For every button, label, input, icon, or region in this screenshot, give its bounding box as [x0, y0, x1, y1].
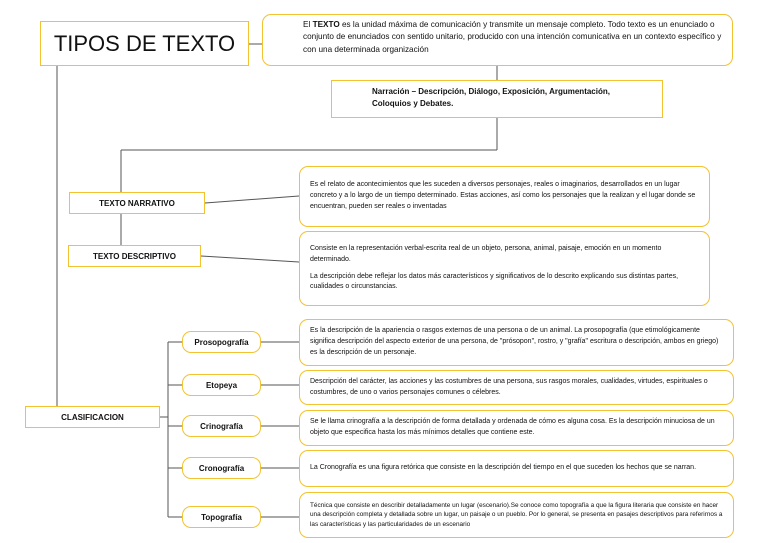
definition-box — [262, 14, 733, 66]
item-topografia-desc-text: Técnica que consiste en describir detalladamente un lugar (escenario).Se conoce como topografía a que la figura literaria que consiste en hacer una descripción completa y detallada sobre un lugar, un paisaje o un pueblo. Por lo general, se presenta en pasajes descriptivos para referirnos a las características y las particularidades de un escenario — [310, 502, 723, 528]
item-etopeya-label: Etopeya — [205, 380, 238, 390]
item-crinografia — [182, 415, 261, 437]
item-prosopografia — [182, 331, 261, 353]
item-topografia — [182, 506, 261, 528]
texto-narrativo-label — [69, 192, 205, 214]
texto-descriptivo-desc2: La descripción debe reflejar los datos más característicos y significativos de lo descrito explicando sus distintas partes, cualidades o circunstancias. — [310, 272, 679, 291]
item-crinografia-desc — [299, 410, 734, 446]
item-etopeya-desc — [299, 370, 734, 405]
item-topografia-label: Topografía — [201, 512, 242, 522]
item-cronografia-label: Cronografía — [198, 463, 245, 473]
item-prosopografia-desc-text: Es la descripción de la apariencia o rasgos externos de una persona o de un animal. La prosopografía (que etimológicamente significa descripción del aspecto exterior de una persona, de "prósopon", rostro, y "grafía" escritura o descripción, ambos en griego) es la descripción de un personaje. — [310, 327, 719, 356]
item-crinografia-label: Crinografía — [200, 421, 243, 431]
main-title — [40, 21, 249, 66]
texto-descriptivo-desc — [299, 231, 710, 306]
item-cronografia — [182, 457, 261, 479]
texto-narrativo-desc-text: Es el relato de acontecimientos que les suceden a diversos personajes, reales o imaginarios, desarrollados en un lugar concreto y a lo largo de un tiempo determinado. Estas acciones, así como los personajes que la realizan y el lugar donde se encuentran, pueden ser reales o inventadas — [310, 181, 696, 210]
texto-narrativo-label-text: TEXTO NARRATIVO — [99, 198, 175, 208]
clasificacion-label-text: CLASIFICACION — [61, 412, 124, 422]
item-etopeya — [182, 374, 261, 396]
types-list-text: Narración – Descripción, Diálogo, Exposición, Argumentación, Coloquios y Debates. — [372, 87, 610, 109]
definition-bold: TEXTO — [312, 20, 340, 29]
texto-descriptivo-desc1: Consiste en la representación verbal-escrita real de un objeto, persona, animal, paisaje, emoción en un momento determinado. — [310, 244, 662, 263]
texto-descriptivo-label-text: TEXTO DESCRIPTIVO — [93, 251, 176, 261]
item-prosopografia-desc — [299, 319, 734, 366]
item-prosopografia-label: Prosopografía — [194, 337, 249, 347]
main-title-text: TIPOS DE TEXTO — [53, 30, 236, 56]
item-cronografia-desc — [299, 450, 734, 487]
definition-post: es la unidad máxima de comunicación y transmite un mensaje completo. Todo texto es un enunciado o conjunto de enunciados con sentido unitario, producido con una intención comunicativa en un contexto específico y con una determinada organización — [303, 20, 722, 54]
clasificacion-label — [25, 406, 160, 428]
texto-descriptivo-label — [68, 245, 201, 267]
definition-pre: El — [303, 20, 313, 29]
item-topografia-desc — [299, 492, 734, 538]
item-etopeya-desc-text: Descripción del carácter, las acciones y las costumbres de una persona, sus rasgos morales, cualidades, virtudes, espirituales o costumbres, de uno o varios personajes comunes o célebres. — [310, 377, 708, 396]
texto-narrativo-desc — [299, 166, 710, 227]
item-cronografia-desc-text: La Cronografía es una figura retórica que consiste en la descripción del tiempo en el que suceden los hechos que se narran. — [310, 464, 697, 472]
types-list-box — [331, 80, 663, 118]
item-crinografia-desc-text: Se le llama crinografía a la descripción de forma detallada y ordenada de cómo es alguna cosa. Es la descripción minuciosa de un objeto que especifica hasta los más mínimos detalles que contiene este. — [310, 418, 715, 436]
